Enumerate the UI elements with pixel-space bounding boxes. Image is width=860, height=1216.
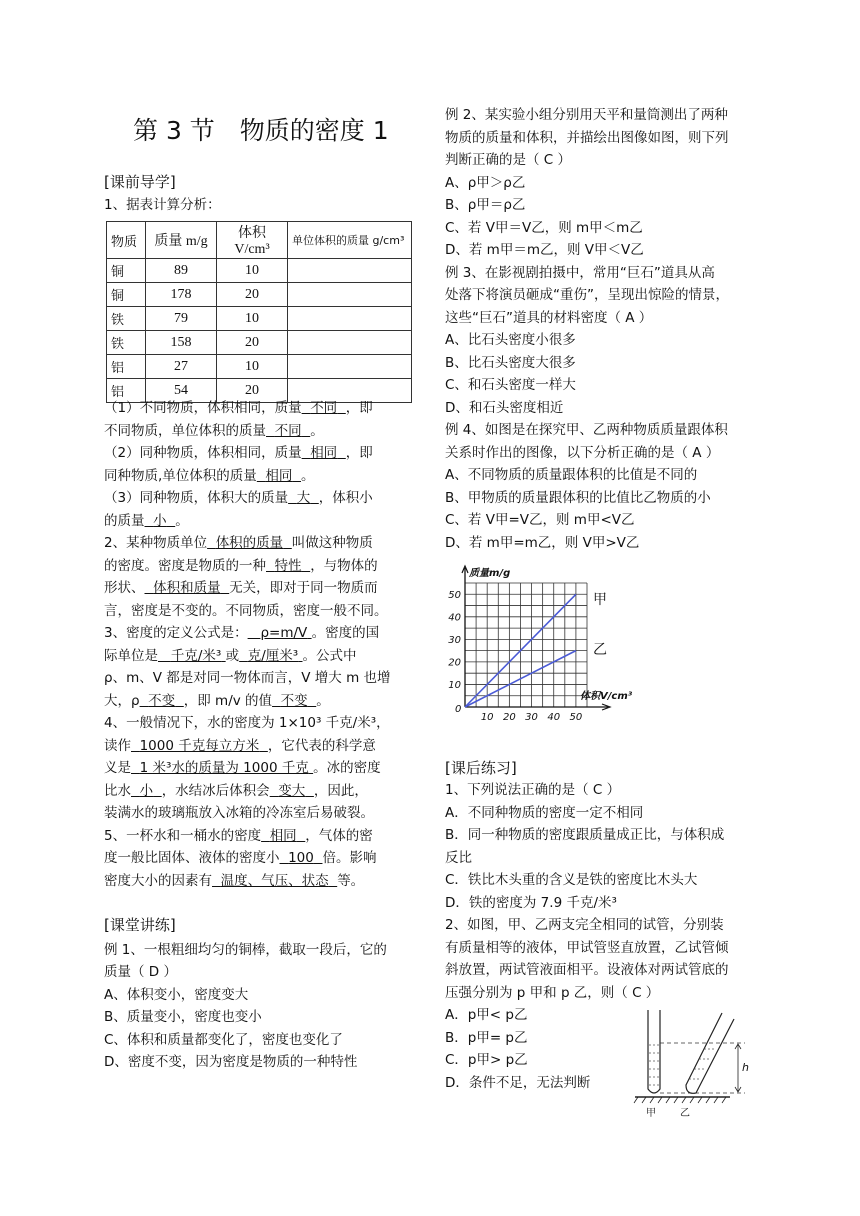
table-cell (288, 331, 412, 355)
statement-3-cont (104, 511, 189, 531)
text: 密度大小的因素有 (104, 873, 212, 889)
blank-answer (302, 445, 346, 461)
blank-answer (145, 580, 230, 596)
option-d: D、若 m甲＝m乙，则 V甲＜V乙 (445, 242, 644, 258)
option-c: C．p甲> p乙 (445, 1052, 528, 1068)
tube-b-label: 乙 (680, 1108, 690, 1119)
table-header-row (107, 222, 412, 259)
text: 5、一杯水和一桶水的密度 (104, 828, 262, 844)
answer: 小 (153, 513, 167, 529)
tube-a-label: 甲 (646, 1108, 656, 1119)
example-3-cont: 这些“巨石”道具的材料密度（ A ） (445, 310, 653, 326)
data-table (106, 221, 412, 403)
text: 。 (316, 693, 330, 709)
series-a-label: 甲 (593, 592, 607, 608)
answer: ρ=m/V (260, 625, 308, 641)
text: （1）不同物质，体积相同，质量 (104, 400, 302, 416)
question-4-cont: 装满水的玻璃瓶放入冰箱的冷冻室后易破裂。 (104, 805, 374, 821)
example-4: 例 4、如图是在探究甲、乙两种物质质量跟体积 (445, 422, 728, 438)
question-2-cont: 言，密度是不变的。不同物质，密度一般不同。 (104, 603, 388, 619)
text: 叫做这种物质 (291, 535, 373, 551)
option-d: D、密度不变，因为密度是物质的一种特性 (104, 1054, 358, 1070)
question-4-cont (104, 758, 381, 778)
option-a: A、体积变小，密度变大 (104, 987, 249, 1003)
question-1: 1、据表计算分析： (104, 197, 221, 213)
table-cell: 20 (217, 331, 288, 355)
statement-1-cont (104, 421, 324, 441)
blank-answer (270, 783, 314, 799)
blank-answer (266, 558, 310, 574)
answer: 体积和质量 (153, 580, 221, 596)
table-header: 单位体积的质量 g/cm³ (288, 222, 412, 259)
answer: 相同 (269, 828, 297, 844)
answer: 大 (296, 490, 311, 506)
option-b: B．p甲= p乙 (445, 1030, 528, 1046)
option-a: A、ρ甲＞ρ乙 (445, 175, 526, 191)
blank-answer (212, 873, 337, 889)
text: 际单位是 (104, 648, 158, 664)
blank-answer (131, 760, 313, 776)
text: 。公式中 (302, 648, 357, 664)
example-3-cont: 处落下将演员砸成“重伤”，呈现出惊险的情景， (445, 287, 729, 303)
y-axis-label: 质量m/g (469, 568, 511, 579)
practice-2-cont: 有质量相等的液体，甲试管竖直放置，乙试管倾 (445, 940, 729, 956)
option-c: C、和石头密度一样大 (445, 377, 576, 393)
question-5-cont (104, 871, 364, 891)
option-b-cont: 反比 (445, 850, 472, 866)
option-a: A．不同种物质的密度一定不相同 (445, 805, 644, 821)
series-b-label: 乙 (593, 642, 607, 658)
table-cell (288, 355, 412, 379)
table-cell: 铝 (107, 355, 146, 379)
example-2-cont: 物质的质量和体积，并描绘出图像如图，则下列 (445, 130, 729, 146)
text: 等。 (337, 873, 365, 889)
page-title: 第 3 节 物质的密度 1 (133, 116, 389, 145)
y-tick-label: 10 (448, 679, 461, 691)
text: 。 (175, 513, 189, 529)
question-2-cont (104, 556, 378, 576)
text: 倍。影响 (322, 850, 377, 866)
text: ，它代表的科学意 (267, 738, 376, 754)
blank-answer (266, 423, 310, 439)
example-2-cont: 判断正确的是（ C ） (445, 152, 572, 168)
question-5-cont (104, 848, 376, 868)
question-3-cont (104, 691, 330, 711)
x-tick-label: 30 (525, 712, 538, 723)
table-row (107, 259, 412, 283)
text: 。密度的国 (311, 625, 380, 641)
test-tube-diagram (630, 1005, 770, 1120)
table-cell: 10 (217, 355, 288, 379)
statement-2-cont (104, 466, 314, 486)
blank-answer (145, 513, 176, 529)
table-cell: 20 (217, 283, 288, 307)
option-b: B、ρ甲＝ρ乙 (445, 197, 526, 213)
question-3-cont (104, 646, 357, 666)
question-3-cont: ρ、m、V 都是对同一物体而言，V 增大 m 也增 (104, 670, 391, 686)
table-cell: 27 (146, 355, 217, 379)
table-row (107, 307, 412, 331)
question-2-cont (104, 578, 378, 598)
answer: 不变 (280, 693, 308, 709)
answer: 100 (288, 850, 314, 866)
statement-3 (104, 488, 373, 508)
y-tick-label: 30 (448, 634, 461, 646)
table-cell: 铜 (107, 283, 146, 307)
option-b: B．同一种物质的密度跟质量成正比，与体积成 (445, 827, 725, 843)
y-tick-label: 50 (448, 589, 461, 601)
text: 同种物质,单位体积的质量 (104, 468, 257, 484)
option-b: B、质量变小，密度也变小 (104, 1009, 262, 1025)
question-2 (104, 533, 373, 553)
table-cell: 铝 (107, 379, 146, 403)
text: ，即 (345, 445, 373, 461)
option-a: A、比石头密度小很多 (445, 332, 576, 348)
x-axis-label: 体积V/cm³ (580, 691, 633, 702)
text: ，水结冰后体积会 (161, 783, 270, 799)
table-cell: 铁 (107, 331, 146, 355)
table-cell: 54 (146, 379, 217, 403)
tube-b-liquid (689, 1049, 716, 1079)
table-row (107, 331, 412, 355)
option-a: A．p甲< p乙 (445, 1007, 528, 1023)
text: 形状、 (104, 580, 145, 596)
text: 比水 (104, 783, 131, 799)
question-4-cont (104, 781, 368, 801)
text: 的质量 (104, 513, 145, 529)
blank-answer (207, 535, 292, 551)
blank-answer (280, 850, 323, 866)
origin-label: 0 (455, 704, 462, 715)
x-tick-label: 20 (502, 712, 516, 723)
blank-answer (261, 828, 305, 844)
option-c: C、若 V甲=V乙，则 m甲<V乙 (445, 512, 635, 528)
answer: 相同 (310, 445, 338, 461)
answer: 体积的质量 (215, 535, 284, 551)
blank-answer (272, 693, 316, 709)
text: ，即 (345, 400, 373, 416)
table-cell: 89 (146, 259, 217, 283)
answer: 不变 (148, 693, 176, 709)
example-3: 例 3、在影视剧拍摄中，常用“巨石”道具从高 (445, 265, 715, 281)
x-tick-label: 10 (480, 712, 494, 723)
table-row (107, 355, 412, 379)
text: 或 (225, 648, 240, 664)
text: ，气体的密 (305, 828, 373, 844)
example-1: 例 1、一根粗细均匀的铜棒，截取一段后，它的 (104, 942, 387, 958)
question-5 (104, 826, 373, 846)
option-c: C．铁比木头重的含义是铁的密度比木头大 (445, 872, 698, 888)
text: （3）同种物质，体积大的质量 (104, 490, 289, 506)
practice-2-cont: 斜放置，两试管液面相平。设液体对两试管底的 (445, 962, 729, 978)
blank-answer (257, 468, 301, 484)
table-header: 体积 V/cm³ (217, 222, 288, 259)
statement-2 (104, 443, 373, 463)
y-tick-label: 20 (448, 657, 461, 669)
mass-volume-chart (440, 560, 660, 735)
answer: 1000 千克每立方米 (139, 738, 260, 754)
blank-answer (288, 490, 319, 506)
tube-b-shape (686, 1013, 734, 1093)
table-cell: 79 (146, 307, 217, 331)
text: 2、某种物质单位 (104, 535, 208, 551)
blank-answer (131, 738, 268, 754)
option-d: D．条件不足，无法判断 (445, 1075, 591, 1091)
text: 的密度。密度是物质的一种 (104, 558, 266, 574)
height-label: h (742, 1061, 749, 1074)
text: 度一般比固体、液体的密度小 (104, 850, 280, 866)
question-4-cont (104, 736, 376, 756)
text: 义是 (104, 760, 131, 776)
example-2: 例 2、某实验小组分别用天平和量筒测出了两种 (445, 107, 728, 123)
text: 读作 (104, 738, 131, 754)
answer: 相同 (265, 468, 293, 484)
practice-1: 1、下列说法正确的是（ C ） (445, 782, 621, 798)
text: 大，ρ (104, 693, 140, 709)
blank-answer (248, 625, 312, 641)
table-row (107, 283, 412, 307)
table-cell (288, 283, 412, 307)
question-3 (104, 623, 379, 643)
table-cell (288, 259, 412, 283)
blank-answer (302, 400, 346, 416)
tube-a-shape (648, 1010, 660, 1093)
table-cell: 10 (217, 259, 288, 283)
answer: 小 (139, 783, 154, 799)
blank-answer (131, 783, 162, 799)
example-1-cont: 质量（ D ） (104, 964, 177, 980)
practice-2-cont: 压强分别为 p 甲和 p 乙，则（ C ） (445, 985, 660, 1001)
answer: 千克/米³ (170, 648, 222, 664)
text: ，即 m/v 的值 (183, 693, 273, 709)
answer: 温度、气压、状态 (220, 873, 329, 889)
text: 。冰的密度 (313, 760, 381, 776)
x-tick-label: 40 (547, 712, 561, 723)
table-cell: 10 (217, 307, 288, 331)
statement-1 (104, 398, 373, 418)
table-header: 质量 m/g (146, 222, 217, 259)
section-heading-class: [课堂讲练] (104, 916, 176, 934)
table-cell: 铜 (107, 259, 146, 283)
text: ，因此， (313, 783, 368, 799)
table-cell: 178 (146, 283, 217, 307)
text: 3、密度的定义公式是： (104, 625, 248, 641)
option-b: B、甲物质的质量跟体积的比值比乙物质的小 (445, 490, 711, 506)
text: ，体积小 (318, 490, 373, 506)
example-4-cont: 关系时作出的图像，以下分析正确的是（ A ） (445, 445, 720, 461)
blank-answer (239, 648, 302, 664)
table-cell: 20 (217, 379, 288, 403)
section-heading-pre: [课前导学] (104, 173, 176, 191)
x-tick-label: 50 (569, 712, 583, 723)
option-d: D、和石头密度相近 (445, 400, 564, 416)
answer: 变大 (278, 783, 306, 799)
option-b: B、比石头密度大很多 (445, 355, 576, 371)
option-c: C、若 V甲＝V乙，则 m甲＜m乙 (445, 220, 643, 236)
answer: 特性 (274, 558, 302, 574)
answer: 不同 (274, 423, 302, 439)
text: 。 (300, 468, 315, 484)
practice-2: 2、如图，甲、乙两支完全相同的试管，分别装 (445, 917, 724, 933)
text: ，与物体的 (310, 558, 378, 574)
option-a: A、不同物质的质量跟体积的比值是不同的 (445, 467, 698, 483)
y-tick-label: 40 (448, 612, 461, 624)
section-heading-after: [课后练习] (445, 759, 517, 777)
answer: 克/厘米³ (247, 648, 299, 664)
answer: 不同 (310, 400, 338, 416)
blank-answer (140, 693, 184, 709)
table-header: 物质 (107, 222, 146, 259)
option-c: C、体积和质量都变化了，密度也变化了 (104, 1032, 343, 1048)
tube-a-liquid (649, 1045, 659, 1085)
option-d: D、若 m甲=m乙，则 V甲>V乙 (445, 535, 640, 551)
text: 无关，即对于同一物质而 (229, 580, 378, 596)
text: 不同物质，单位体积的质量 (104, 423, 266, 439)
ground-hatch (634, 1097, 726, 1103)
blank-answer (158, 648, 226, 664)
text: （2）同种物质，体积相同，质量 (104, 445, 302, 461)
table-cell (288, 307, 412, 331)
table-cell: 铁 (107, 307, 146, 331)
table-cell: 158 (146, 331, 217, 355)
option-d: D．铁的密度为 7.9 千克/米³ (445, 895, 617, 911)
question-4: 4、一般情况下，水的密度为 1×10³ 千克/米³， (104, 715, 390, 731)
text: 。 (310, 423, 324, 439)
answer: 1 米³水的质量为 1000 千克 (139, 760, 309, 776)
